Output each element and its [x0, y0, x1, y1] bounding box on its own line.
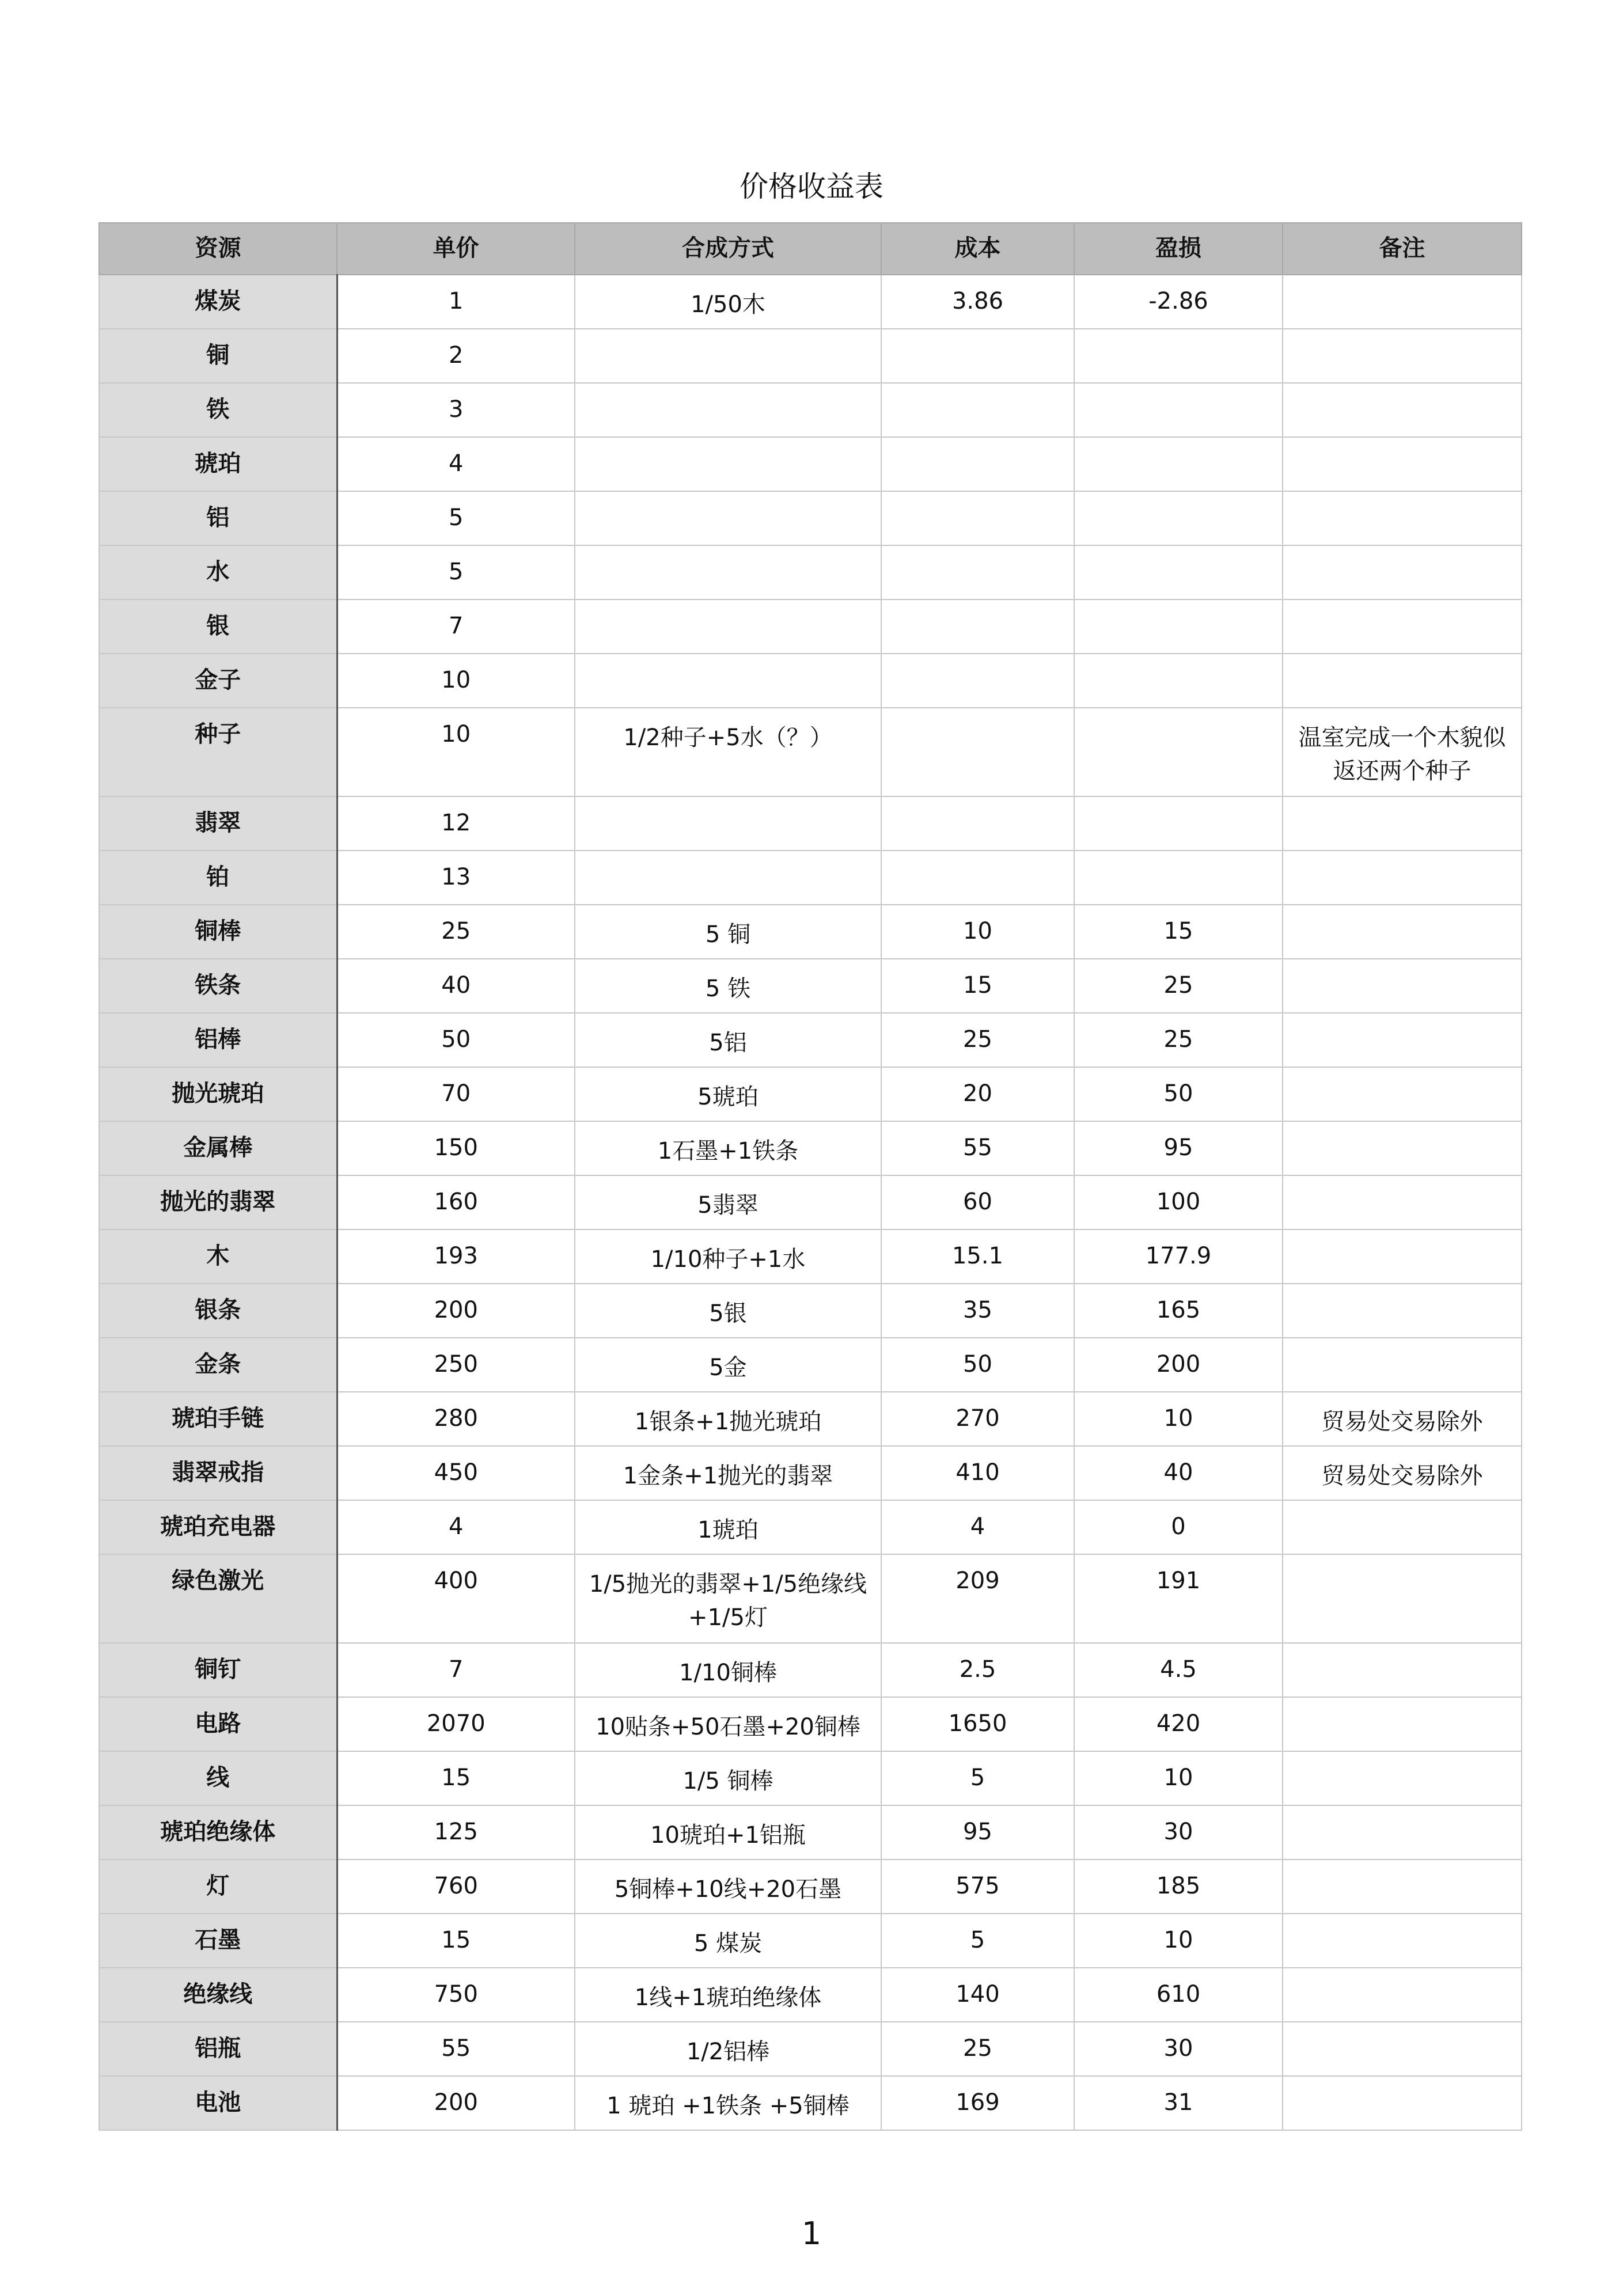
- cell-note: [1283, 851, 1522, 905]
- cell-recipe: [575, 654, 881, 708]
- cell-cost: 55: [881, 1121, 1074, 1175]
- cell-recipe: [575, 329, 881, 383]
- cell-profit: 30: [1074, 1805, 1283, 1859]
- cell-profit: [1074, 383, 1283, 437]
- cell-resource: 种子: [99, 708, 337, 796]
- cell-cost: 25: [881, 2022, 1074, 2076]
- cell-resource: 水: [99, 545, 337, 599]
- cell-note: [1283, 1338, 1522, 1392]
- cell-cost: 20: [881, 1067, 1074, 1121]
- cell-profit: 25: [1074, 1013, 1283, 1067]
- table-body: [99, 275, 1522, 2130]
- cell-price: 10: [337, 708, 575, 796]
- table-row: [99, 1914, 1522, 1968]
- cell-price: 15: [337, 1751, 575, 1805]
- table-row: [99, 1859, 1522, 1914]
- cell-profit: 4.5: [1074, 1643, 1283, 1697]
- cell-profit: [1074, 437, 1283, 491]
- cell-note: 贸易处交易除外: [1283, 1392, 1522, 1446]
- cell-recipe: 1线+1琥珀绝缘体: [575, 1968, 881, 2022]
- cell-recipe: [575, 796, 881, 851]
- table-row: [99, 654, 1522, 708]
- cell-recipe: 5金: [575, 1338, 881, 1392]
- table-row: [99, 275, 1522, 329]
- cell-recipe: 5 铜: [575, 905, 881, 959]
- table-row: [99, 1751, 1522, 1805]
- cell-price: 125: [337, 1805, 575, 1859]
- cell-recipe: 5铝: [575, 1013, 881, 1067]
- cell-price: 15: [337, 1914, 575, 1968]
- cell-profit: 10: [1074, 1914, 1283, 1968]
- cell-note: [1283, 437, 1522, 491]
- cell-cost: 209: [881, 1554, 1074, 1643]
- cell-price: 200: [337, 1284, 575, 1338]
- cell-recipe: 5 煤炭: [575, 1914, 881, 1968]
- cell-note: [1283, 905, 1522, 959]
- cell-resource: 抛光的翡翠: [99, 1175, 337, 1229]
- cell-profit: 10: [1074, 1751, 1283, 1805]
- cell-note: [1283, 2022, 1522, 2076]
- cell-resource: 银条: [99, 1284, 337, 1338]
- cell-resource: 石墨: [99, 1914, 337, 1968]
- column-header-profit: 盈损: [1074, 223, 1283, 275]
- cell-recipe: 5银: [575, 1284, 881, 1338]
- column-header-note: 备注: [1283, 223, 1522, 275]
- cell-profit: [1074, 796, 1283, 851]
- cell-cost: 5: [881, 1914, 1074, 1968]
- cell-profit: [1074, 851, 1283, 905]
- cell-note: 温室完成一个木貌似返还两个种子: [1283, 708, 1522, 796]
- table-row: [99, 1697, 1522, 1751]
- cell-cost: 95: [881, 1805, 1074, 1859]
- price-table: [98, 222, 1522, 2131]
- cell-note: [1283, 1229, 1522, 1284]
- cell-recipe: 10琥珀+1铝瓶: [575, 1805, 881, 1859]
- cell-note: [1283, 959, 1522, 1013]
- cell-note: 贸易处交易除外: [1283, 1446, 1522, 1500]
- table-row: [99, 491, 1522, 545]
- cell-note: [1283, 1643, 1522, 1697]
- cell-cost: [881, 599, 1074, 654]
- cell-recipe: 5铜棒+10线+20石墨: [575, 1859, 881, 1914]
- table-row: [99, 1229, 1522, 1284]
- cell-price: 4: [337, 437, 575, 491]
- cell-note: [1283, 1554, 1522, 1643]
- cell-price: 40: [337, 959, 575, 1013]
- cell-cost: 35: [881, 1284, 1074, 1338]
- cell-cost: 5: [881, 1751, 1074, 1805]
- cell-price: 1: [337, 275, 575, 329]
- cell-profit: 177.9: [1074, 1229, 1283, 1284]
- cell-cost: 410: [881, 1446, 1074, 1500]
- table-row: [99, 959, 1522, 1013]
- cell-profit: 610: [1074, 1968, 1283, 2022]
- cell-recipe: 1/5抛光的翡翠+1/5绝缘线+1/5灯: [575, 1554, 881, 1643]
- cell-profit: 31: [1074, 2076, 1283, 2130]
- cell-resource: 铂: [99, 851, 337, 905]
- cell-recipe: 5琥珀: [575, 1067, 881, 1121]
- cell-price: 12: [337, 796, 575, 851]
- cell-price: 25: [337, 905, 575, 959]
- cell-price: 750: [337, 1968, 575, 2022]
- cell-note: [1283, 796, 1522, 851]
- cell-price: 7: [337, 1643, 575, 1697]
- cell-resource: 铁条: [99, 959, 337, 1013]
- page-number: 1: [801, 2215, 822, 2252]
- cell-price: 450: [337, 1446, 575, 1500]
- cell-profit: 185: [1074, 1859, 1283, 1914]
- cell-recipe: 1/5 铜棒: [575, 1751, 881, 1805]
- cell-cost: [881, 437, 1074, 491]
- cell-price: 7: [337, 599, 575, 654]
- cell-price: 193: [337, 1229, 575, 1284]
- cell-cost: 140: [881, 1968, 1074, 2022]
- table-row: [99, 708, 1522, 796]
- cell-profit: 15: [1074, 905, 1283, 959]
- cell-resource: 抛光琥珀: [99, 1067, 337, 1121]
- cell-resource: 铝: [99, 491, 337, 545]
- cell-price: 160: [337, 1175, 575, 1229]
- cell-profit: 95: [1074, 1121, 1283, 1175]
- cell-profit: 100: [1074, 1175, 1283, 1229]
- cell-profit: -2.86: [1074, 275, 1283, 329]
- table-row: [99, 383, 1522, 437]
- cell-note: [1283, 1175, 1522, 1229]
- cell-resource: 铜: [99, 329, 337, 383]
- cell-profit: [1074, 654, 1283, 708]
- table-row: [99, 1067, 1522, 1121]
- cell-recipe: [575, 437, 881, 491]
- cell-resource: 木: [99, 1229, 337, 1284]
- cell-profit: 25: [1074, 959, 1283, 1013]
- cell-resource: 绿色激光: [99, 1554, 337, 1643]
- cell-cost: 575: [881, 1859, 1074, 1914]
- table-row: [99, 1392, 1522, 1446]
- cell-cost: [881, 796, 1074, 851]
- table-row: [99, 1175, 1522, 1229]
- cell-note: [1283, 383, 1522, 437]
- cell-price: 760: [337, 1859, 575, 1914]
- cell-profit: [1074, 329, 1283, 383]
- table-row: [99, 1338, 1522, 1392]
- cell-price: 150: [337, 1121, 575, 1175]
- cell-profit: 10: [1074, 1392, 1283, 1446]
- cell-recipe: [575, 491, 881, 545]
- cell-recipe: 1琥珀: [575, 1500, 881, 1554]
- cell-note: [1283, 599, 1522, 654]
- cell-price: 70: [337, 1067, 575, 1121]
- cell-resource: 电路: [99, 1697, 337, 1751]
- column-header-cost: 成本: [881, 223, 1074, 275]
- cell-cost: 15.1: [881, 1229, 1074, 1284]
- cell-resource: 煤炭: [99, 275, 337, 329]
- table-row: [99, 599, 1522, 654]
- cell-note: [1283, 275, 1522, 329]
- column-header-resource: 资源: [99, 223, 337, 275]
- table-row: [99, 2022, 1522, 2076]
- cell-recipe: 1/2种子+5水（？）: [575, 708, 881, 796]
- cell-cost: 60: [881, 1175, 1074, 1229]
- cell-resource: 金属棒: [99, 1121, 337, 1175]
- cell-note: [1283, 1751, 1522, 1805]
- cell-cost: 3.86: [881, 275, 1074, 329]
- table-row: [99, 1643, 1522, 1697]
- cell-note: [1283, 491, 1522, 545]
- table-row: [99, 1446, 1522, 1500]
- cell-price: 50: [337, 1013, 575, 1067]
- cell-resource: 银: [99, 599, 337, 654]
- cell-recipe: 5翡翠: [575, 1175, 881, 1229]
- cell-note: [1283, 545, 1522, 599]
- cell-note: [1283, 1697, 1522, 1751]
- cell-resource: 灯: [99, 1859, 337, 1914]
- cell-profit: [1074, 491, 1283, 545]
- cell-cost: [881, 491, 1074, 545]
- cell-price: 280: [337, 1392, 575, 1446]
- cell-resource: 翡翠戒指: [99, 1446, 337, 1500]
- cell-resource: 绝缘线: [99, 1968, 337, 2022]
- cell-recipe: 1/50木: [575, 275, 881, 329]
- cell-cost: 1650: [881, 1697, 1074, 1751]
- table-row: [99, 1284, 1522, 1338]
- cell-profit: 30: [1074, 2022, 1283, 2076]
- cell-cost: 25: [881, 1013, 1074, 1067]
- cell-cost: [881, 545, 1074, 599]
- cell-profit: 191: [1074, 1554, 1283, 1643]
- cell-profit: 165: [1074, 1284, 1283, 1338]
- cell-price: 2070: [337, 1697, 575, 1751]
- cell-recipe: 1/2铝棒: [575, 2022, 881, 2076]
- cell-price: 5: [337, 545, 575, 599]
- cell-price: 3: [337, 383, 575, 437]
- cell-recipe: [575, 383, 881, 437]
- cell-recipe: 1金条+1抛光的翡翠: [575, 1446, 881, 1500]
- cell-cost: 270: [881, 1392, 1074, 1446]
- cell-cost: 4: [881, 1500, 1074, 1554]
- cell-note: [1283, 1914, 1522, 1968]
- cell-note: [1283, 1284, 1522, 1338]
- cell-recipe: [575, 599, 881, 654]
- cell-resource: 金子: [99, 654, 337, 708]
- table-row: [99, 796, 1522, 851]
- cell-note: [1283, 1968, 1522, 2022]
- cell-cost: [881, 383, 1074, 437]
- cell-price: 4: [337, 1500, 575, 1554]
- cell-resource: 琥珀: [99, 437, 337, 491]
- cell-note: [1283, 1121, 1522, 1175]
- cell-price: 10: [337, 654, 575, 708]
- cell-profit: 50: [1074, 1067, 1283, 1121]
- cell-recipe: 1/10种子+1水: [575, 1229, 881, 1284]
- cell-price: 5: [337, 491, 575, 545]
- cell-cost: [881, 851, 1074, 905]
- cell-resource: 铝瓶: [99, 2022, 337, 2076]
- header-row: [99, 223, 1522, 275]
- cell-cost: [881, 329, 1074, 383]
- cell-price: 2: [337, 329, 575, 383]
- table-row: [99, 1554, 1522, 1643]
- cell-cost: 15: [881, 959, 1074, 1013]
- cell-note: [1283, 329, 1522, 383]
- table-row: [99, 1013, 1522, 1067]
- cell-resource: 铝棒: [99, 1013, 337, 1067]
- cell-resource: 线: [99, 1751, 337, 1805]
- cell-cost: [881, 708, 1074, 796]
- cell-price: 400: [337, 1554, 575, 1643]
- table-row: [99, 1968, 1522, 2022]
- table-row: [99, 437, 1522, 491]
- cell-price: 55: [337, 2022, 575, 2076]
- cell-recipe: [575, 851, 881, 905]
- cell-profit: 200: [1074, 1338, 1283, 1392]
- table-row: [99, 1500, 1522, 1554]
- cell-note: [1283, 1859, 1522, 1914]
- cell-note: [1283, 654, 1522, 708]
- cell-profit: 0: [1074, 1500, 1283, 1554]
- cell-profit: 420: [1074, 1697, 1283, 1751]
- table-row: [99, 851, 1522, 905]
- table-row: [99, 2076, 1522, 2130]
- cell-recipe: 1银条+1抛光琥珀: [575, 1392, 881, 1446]
- cell-resource: 琥珀手链: [99, 1392, 337, 1446]
- cell-cost: 169: [881, 2076, 1074, 2130]
- cell-cost: 50: [881, 1338, 1074, 1392]
- cell-note: [1283, 1805, 1522, 1859]
- cell-resource: 铁: [99, 383, 337, 437]
- cell-recipe: 1石墨+1铁条: [575, 1121, 881, 1175]
- cell-profit: 40: [1074, 1446, 1283, 1500]
- cell-cost: 2.5: [881, 1643, 1074, 1697]
- cell-cost: [881, 654, 1074, 708]
- cell-resource: 琥珀绝缘体: [99, 1805, 337, 1859]
- cell-price: 250: [337, 1338, 575, 1392]
- cell-resource: 铜棒: [99, 905, 337, 959]
- cell-resource: 金条: [99, 1338, 337, 1392]
- page-title: 价格收益表: [740, 170, 883, 203]
- cell-profit: [1074, 545, 1283, 599]
- table-row: [99, 1805, 1522, 1859]
- cell-resource: 铜钉: [99, 1643, 337, 1697]
- table-row: [99, 905, 1522, 959]
- cell-recipe: [575, 545, 881, 599]
- cell-price: 200: [337, 2076, 575, 2130]
- cell-note: [1283, 1500, 1522, 1554]
- cell-resource: 翡翠: [99, 796, 337, 851]
- table-header: [99, 223, 1522, 275]
- table-row: [99, 329, 1522, 383]
- cell-resource: 琥珀充电器: [99, 1500, 337, 1554]
- table-row: [99, 545, 1522, 599]
- cell-recipe: 10贴条+50石墨+20铜棒: [575, 1697, 881, 1751]
- cell-note: [1283, 1067, 1522, 1121]
- cell-resource: 电池: [99, 2076, 337, 2130]
- cell-note: [1283, 1013, 1522, 1067]
- table-row: [99, 1121, 1522, 1175]
- cell-recipe: 1 琥珀 +1铁条 +5铜棒: [575, 2076, 881, 2130]
- cell-profit: [1074, 599, 1283, 654]
- cell-recipe: 5 铁: [575, 959, 881, 1013]
- cell-cost: 10: [881, 905, 1074, 959]
- cell-price: 13: [337, 851, 575, 905]
- column-header-price: 单价: [337, 223, 575, 275]
- cell-note: [1283, 2076, 1522, 2130]
- cell-recipe: 1/10铜棒: [575, 1643, 881, 1697]
- column-header-recipe: 合成方式: [575, 223, 881, 275]
- cell-profit: [1074, 708, 1283, 796]
